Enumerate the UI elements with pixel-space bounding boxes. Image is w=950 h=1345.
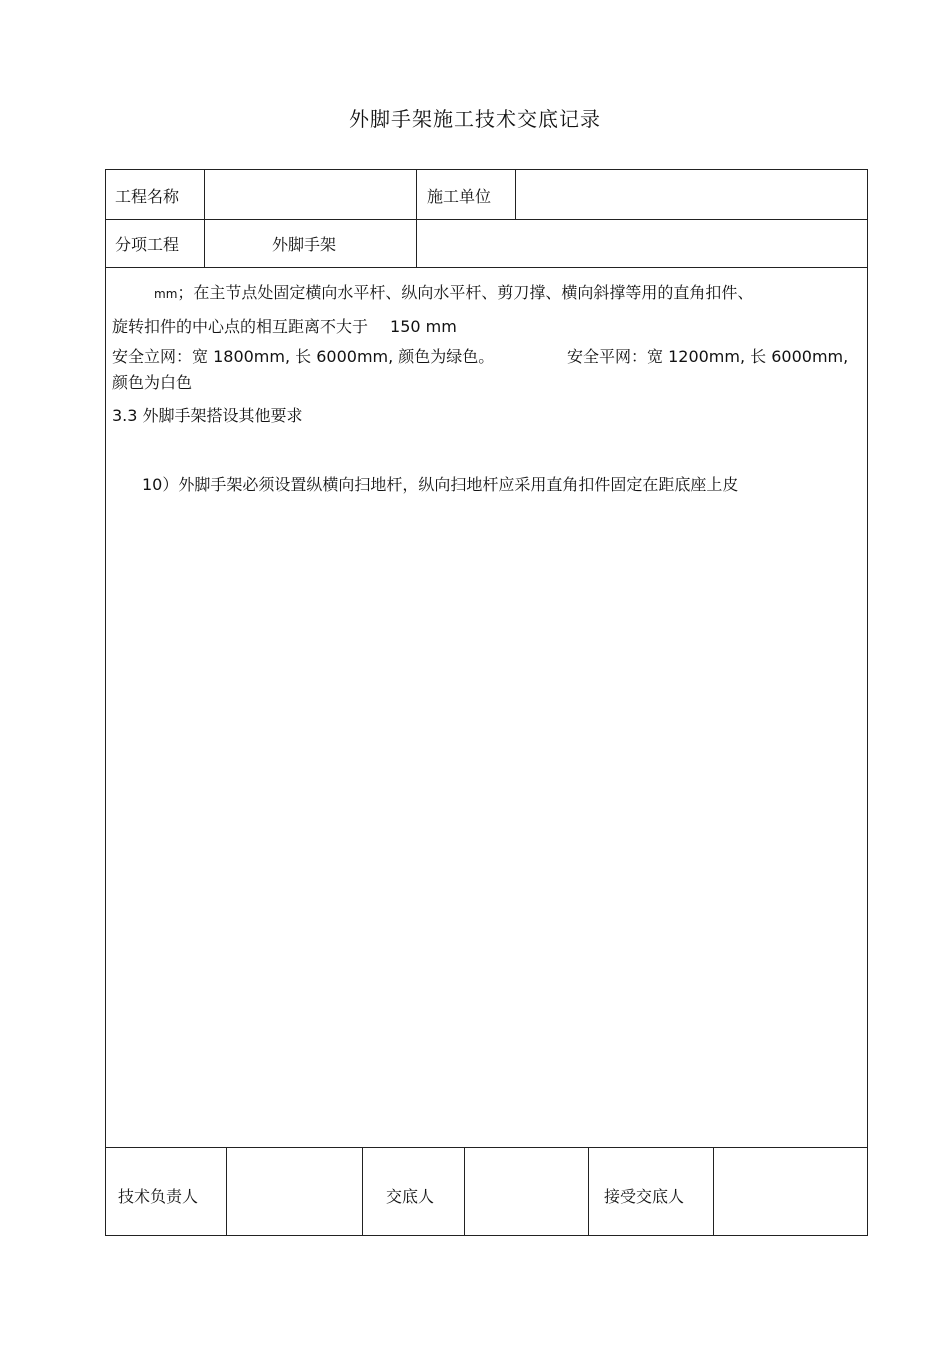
col-divider [204,170,205,219]
receiver-label: 接受交底人 [604,1187,685,1206]
sub-project-value: 外脚手架 [272,235,337,254]
col-divider [588,1147,589,1235]
sub-project-label: 分项工程 [115,235,180,254]
unit-mm: mm [154,287,178,301]
content-line-2-text: 旋转扣件的中心点的相互距离不大于 [112,317,369,336]
tech-lead-label: 技术负责人 [118,1187,199,1206]
content-line-1-text: ；在主节点处固定横向水平杆、纵向水平杆、剪刀撑、横向斜撑等用的直角扣件、 [177,283,754,302]
row-divider [106,267,867,268]
safety-flat-net: 安全平网：宽 1200mm, 长 6000mm, [567,347,849,366]
col-divider [226,1147,227,1235]
col-divider [464,1147,465,1235]
document-title: 外脚手架施工技术交底记录 [349,107,601,131]
requirement-item-10: 10）外脚手架必须设置纵横向扫地杆，纵向扫地杆应采用直角扣件固定在距底座上皮 [142,475,739,494]
discloser-label: 交底人 [386,1187,435,1206]
project-name-label: 工程名称 [115,187,180,206]
col-divider [204,219,205,267]
content-line-1 [154,280,753,303]
row-divider [106,1147,867,1148]
col-divider [515,170,516,219]
content-line-2 [112,314,457,337]
disclosure-table [105,169,868,1236]
distance-value: 150 mm [390,317,457,336]
col-divider [416,170,417,219]
col-divider [416,219,417,267]
content-line-4: 颜色为白色 [112,373,193,392]
section-heading: 3.3 外脚手架搭设其他要求 [112,406,303,425]
col-divider [362,1147,363,1235]
row-divider [106,219,867,220]
safety-vertical-net: 安全立网：宽 1800mm, 长 6000mm, 颜色为绿色。 [112,347,495,366]
col-divider [713,1147,714,1235]
construction-unit-label: 施工单位 [427,187,492,206]
